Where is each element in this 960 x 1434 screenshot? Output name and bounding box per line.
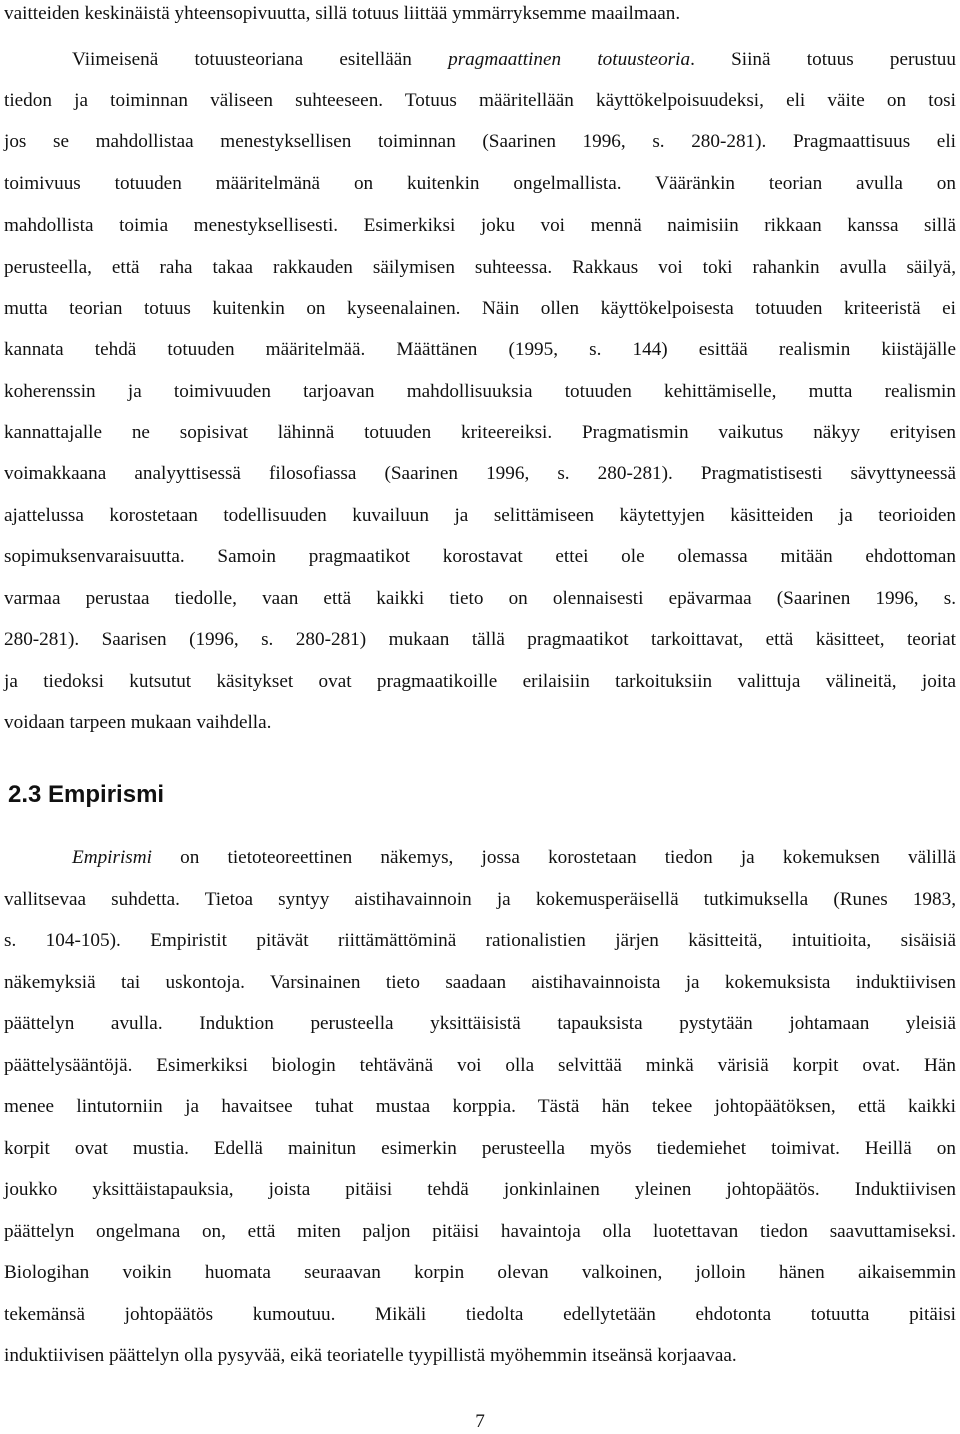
paragraph-line: korpit ovat mustia. Edellä mainitun esimerkin perusteella myös tiedemiehet toimivat. Heillä on [4, 1138, 956, 1159]
paragraph-line: sopimuksenvaraisuutta. Samoin pragmaatikot korostavat ettei ole olemassa mitään ehdottoman [4, 546, 956, 567]
paragraph-line: kannattajalle ne sopisivat lähinnä totuuden kriteereiksi. Pragmatismin vaikutus näkyy erityisen [4, 422, 956, 443]
paragraph-line [72, 48, 956, 72]
paragraph-line: 280-281). Saarisen (1996, s. 280-281) mukaan tällä pragmaatikot tarkoittavat, että käsitteet, teoriat [4, 629, 956, 650]
paragraph-line: tiedon ja toiminnan väliseen suhteeseen. Totuus määritellään käyttökelpoisuudeksi, eli väite on tosi [4, 90, 956, 111]
paragraph-line: varmaa perustaa tiedolle, vaan että kaikki tieto on olennaisesti epävarmaa (Saarinen 1996, s. [4, 588, 956, 609]
paragraph-line: vaitteiden keskinäistä yhteensopivuutta, sillä totuus liittää ymmärryksemme maailmaan. [4, 3, 681, 24]
paragraph-line [72, 846, 956, 870]
paragraph-line: Biologihan voikin huomata seuraavan korpin olevan valkoinen, jolloin hänen aikaisemmin [4, 1262, 956, 1283]
paragraph-line: kannata tehdä totuuden määritelmää. Määttänen (1995, s. 144) esittää realismin kiistäjälle [4, 339, 956, 360]
paragraph-line: vallitsevaa suhdetta. Tietoa syntyy aistihavainnoin ja kokemusperäisellä tutkimuksella (Runes 1983, [4, 889, 956, 910]
paragraph-line: toimivuus totuuden määritelmänä on kuitenkin ongelmallista. Vääränkin teorian avulla on [4, 173, 956, 194]
paragraph-line: voimakkaana analyyttisessä filosofiassa (Saarinen 1996, s. 280-281). Pragmatistisesti sävyttyneessä [4, 463, 956, 484]
text-span: on tietoteoreettinen näkemys, jossa korostetaan tiedon ja kokemuksen välillä [151, 847, 956, 868]
text-span: . Siinä totuus perustuu [690, 49, 956, 70]
paragraph-line: ja tiedoksi kutsutut käsitykset ovat pragmaatikoille erilaisiin tarkoituksiin valittuja välineitä, joita [4, 671, 956, 692]
paragraph-line: päättelyn ongelmana on, että miten paljon pitäisi havaintoja olla luotettavan tiedon saavuttamiseksi. [4, 1221, 956, 1242]
paragraph-line: mahdollista toimia menestyksellisesti. Esimerkiksi joku voi mennä naimisiin rikkaan kanssa sillä [4, 215, 956, 236]
paragraph-line: joukko yksittäistapauksia, joista pitäisi tehdä jonkinlainen yleinen johtopäätös. Induktiivisen [4, 1179, 956, 1200]
paragraph-line: ajattelussa korostetaan todellisuuden kuvailuun ja selittämiseen käytettyjen käsitteiden ja teorioiden [4, 505, 956, 526]
text-span: Viimeisenä totuusteoriana esitellään [72, 49, 449, 70]
section-heading: 2.3 Empirismi [8, 781, 165, 808]
italic-term: Empirismi [72, 847, 152, 868]
paragraph-line: mutta teorian totuus kuitenkin on kyseenalainen. Näin ollen käyttökelpoisesta totuuden kriteeristä ei [4, 298, 956, 319]
paragraph-line: päättelysääntöjä. Esimerkiksi biologin tehtävänä voi olla selvittää minkä värisiä korpit ovat. Hän [4, 1055, 956, 1076]
paragraph-line: päättelyn avulla. Induktion perusteella yksittäisistä tapauksista pystytään johtamaan yleisiä [4, 1013, 956, 1034]
paragraph-line: voidaan tarpeen mukaan vaihdella. [4, 712, 272, 733]
paragraph-line: induktiivisen päättelyn olla pysyvää, eikä teoriatelle tyypillistä myöhemmin itseänsä korjaavaa. [4, 1345, 737, 1366]
paragraph-line: perusteella, että raha takaa rakkauden säilymisen suhteessa. Rakkaus voi toki rahankin avulla säilyä, [4, 257, 956, 278]
paragraph-line: s. 104-105). Empiristit pitävät riittämättöminä rationalistien järjen käsitteitä, intuitioita, sisäisiä [4, 930, 956, 951]
paragraph-line: tekemänsä johtopäätös kumoutuu. Mikäli tiedolta edellytetään ehdotonta totuutta pitäisi [4, 1304, 956, 1325]
paragraph-line: näkemyksiä tai uskontoja. Varsinainen tieto saadaan aistihavainnoista ja kokemuksista induktiivisen [4, 972, 956, 993]
page-number: 7 [475, 1411, 485, 1432]
paragraph-line: menee lintutorniin ja havaitsee tuhat mustaa korppia. Tästä hän tekee johtopäätöksen, että kaikki [4, 1096, 956, 1117]
paragraph-line: koherenssin ja toimivuuden tarjoavan mahdollisuuksia totuuden kehittämiselle, mutta realismin [4, 381, 956, 402]
paragraph-line: jos se mahdollistaa menestyksellisen toiminnan (Saarinen 1996, s. 280-281). Pragmaattisuus eli [4, 131, 956, 152]
italic-term: pragmaattinen totuusteoria [448, 49, 691, 70]
